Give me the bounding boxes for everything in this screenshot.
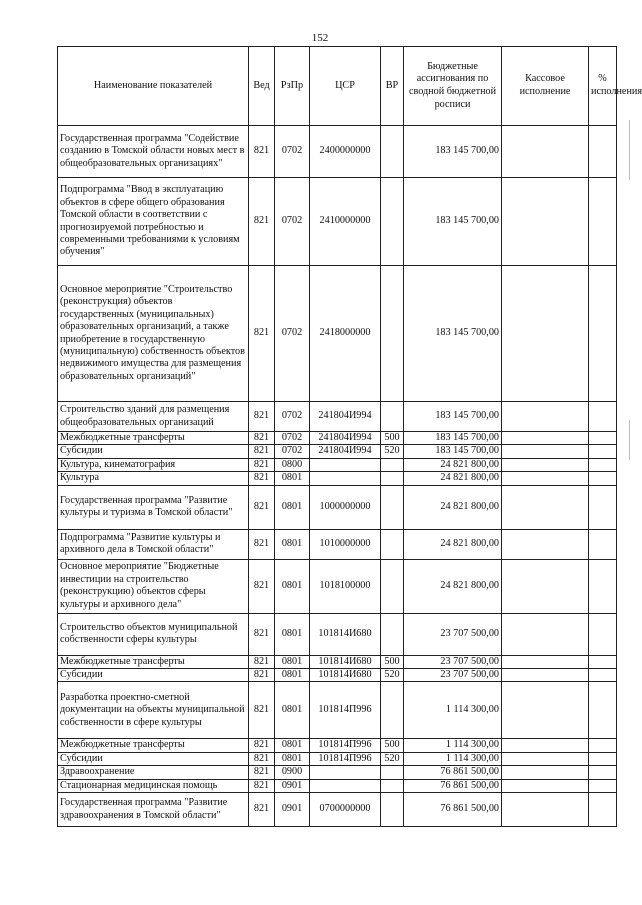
row-rzpr: 0702 [275,126,310,178]
row-csr [310,472,381,485]
row-csr [310,766,381,779]
row-amount: 183 145 700,00 [404,432,502,445]
row-cash [502,766,589,779]
row-ved: 821 [249,266,275,402]
row-amount: 1 114 300,00 [404,739,502,752]
row-percent [589,559,617,613]
table-row [58,739,617,752]
row-csr: 241804И994 [310,445,381,458]
table-row [58,178,617,266]
row-percent [589,669,617,682]
row-cash [502,178,589,266]
row-amount: 76 861 500,00 [404,766,502,779]
row-cash [502,402,589,432]
header-vr: ВР [381,47,404,126]
row-name: Культура, кинематография [58,458,249,471]
row-percent [589,445,617,458]
row-percent [589,779,617,792]
row-percent [589,752,617,765]
row-cash [502,613,589,655]
header-allocations: Бюджетные ассигнования по сводной бюджетной росписи [404,47,502,126]
row-name: Субсидии [58,669,249,682]
row-ved: 821 [249,458,275,471]
row-amount: 76 861 500,00 [404,779,502,792]
row-ved: 821 [249,485,275,529]
row-rzpr: 0801 [275,682,310,739]
table-row [58,485,617,529]
row-rzpr: 0702 [275,445,310,458]
row-cash [502,669,589,682]
table-row [58,655,617,668]
row-csr: 2410000000 [310,178,381,266]
row-amount: 24 821 800,00 [404,559,502,613]
row-amount: 24 821 800,00 [404,529,502,559]
row-name: Подпрограмма "Ввод в эксплуатацию объектов в сфере общего образования Томской области в соответствии с прогнозируемой потребностью и современными требованиями к условиям обучения" [58,178,249,266]
row-rzpr: 0801 [275,559,310,613]
row-rzpr: 0702 [275,266,310,402]
row-cash [502,655,589,668]
row-csr: 2400000000 [310,126,381,178]
row-vr [381,793,404,827]
row-name: Основное мероприятие "Бюджетные инвестиции на строительство (реконструкцию) объектов сферы культуры и архивного дела" [58,559,249,613]
row-vr: 500 [381,655,404,668]
row-rzpr: 0801 [275,655,310,668]
header-cash: Кассовое исполнение [502,47,589,126]
row-csr: 101814П996 [310,752,381,765]
row-cash [502,752,589,765]
row-vr: 520 [381,752,404,765]
row-ved: 821 [249,178,275,266]
row-name: Строительство объектов муниципальной собственности сферы культуры [58,613,249,655]
row-ved: 821 [249,529,275,559]
row-rzpr: 0800 [275,458,310,471]
row-percent [589,766,617,779]
row-name: Культура [58,472,249,485]
row-csr: 2418000000 [310,266,381,402]
table-row [58,682,617,739]
row-name: Межбюджетные трансферты [58,432,249,445]
row-vr [381,559,404,613]
row-amount: 1 114 300,00 [404,752,502,765]
row-name: Подпрограмма "Развитие культуры и архивного дела в Томской области" [58,529,249,559]
row-ved: 821 [249,682,275,739]
table-row [58,458,617,471]
header-name: Наименование показателей [58,47,249,126]
row-rzpr: 0702 [275,432,310,445]
row-name: Государственная программа "Развитие здравоохранения в Томской области" [58,793,249,827]
row-ved: 821 [249,126,275,178]
row-amount: 24 821 800,00 [404,458,502,471]
row-name: Межбюджетные трансферты [58,655,249,668]
row-name: Здравоохранение [58,766,249,779]
row-vr [381,402,404,432]
row-amount: 76 861 500,00 [404,793,502,827]
row-cash [502,793,589,827]
row-amount: 1 114 300,00 [404,682,502,739]
row-name: Строительство зданий для размещения общеобразовательных организаций [58,402,249,432]
row-vr [381,266,404,402]
row-rzpr: 0801 [275,752,310,765]
table-header-row [58,47,617,126]
row-csr: 1000000000 [310,485,381,529]
row-rzpr: 0900 [275,766,310,779]
row-cash [502,458,589,471]
row-csr: 241804И994 [310,402,381,432]
row-percent [589,402,617,432]
row-percent [589,266,617,402]
row-name: Разработка проектно-сметной документации на объекты муниципальной собственности в сфере культуры [58,682,249,739]
row-percent [589,529,617,559]
row-cash [502,472,589,485]
row-cash [502,266,589,402]
row-amount: 183 145 700,00 [404,445,502,458]
row-amount: 23 707 500,00 [404,613,502,655]
row-csr: 241804И994 [310,432,381,445]
row-vr [381,779,404,792]
row-percent [589,682,617,739]
row-amount: 183 145 700,00 [404,402,502,432]
table-row [58,266,617,402]
row-rzpr: 0901 [275,779,310,792]
row-ved: 821 [249,779,275,792]
row-rzpr: 0702 [275,402,310,432]
row-vr [381,472,404,485]
row-rzpr: 0801 [275,669,310,682]
budget-table [57,46,642,827]
row-ved: 821 [249,766,275,779]
row-amount: 23 707 500,00 [404,669,502,682]
row-vr [381,126,404,178]
row-vr: 500 [381,739,404,752]
table-row [58,472,617,485]
row-name: Субсидии [58,445,249,458]
row-rzpr: 0702 [275,178,310,266]
row-name: Государственная программа "Развитие культуры и туризма в Томской области" [58,485,249,529]
row-percent [589,458,617,471]
row-ved: 821 [249,739,275,752]
row-ved: 821 [249,402,275,432]
row-rzpr: 0801 [275,472,310,485]
row-ved: 821 [249,432,275,445]
row-csr [310,458,381,471]
row-csr: 101814И680 [310,613,381,655]
table-row [58,126,617,178]
row-csr: 0700000000 [310,793,381,827]
row-cash [502,682,589,739]
row-vr [381,682,404,739]
row-cash [502,485,589,529]
table-row [58,779,617,792]
row-percent [589,793,617,827]
row-csr: 1010000000 [310,529,381,559]
row-name: Стационарная медицинская помощь [58,779,249,792]
row-ved: 821 [249,445,275,458]
row-vr [381,178,404,266]
row-ved: 821 [249,472,275,485]
table-row [58,559,617,613]
row-rzpr: 0901 [275,793,310,827]
row-csr: 101814И680 [310,655,381,668]
table-row [58,793,617,827]
row-ved: 821 [249,793,275,827]
scan-edge-mark [629,420,630,460]
row-vr: 520 [381,669,404,682]
table-row [58,402,617,432]
row-percent [589,613,617,655]
table-row [58,766,617,779]
row-rzpr: 0801 [275,739,310,752]
row-percent [589,178,617,266]
row-ved: 821 [249,559,275,613]
page-number: 152 [311,32,329,44]
row-rzpr: 0801 [275,613,310,655]
row-cash [502,779,589,792]
scan-edge-mark [629,120,630,180]
table-row [58,752,617,765]
header-ved: Вед [249,47,275,126]
row-vr [381,485,404,529]
row-percent [589,126,617,178]
row-vr [381,766,404,779]
row-amount: 183 145 700,00 [404,178,502,266]
header-csr: ЦСР [310,47,381,126]
row-amount: 24 821 800,00 [404,485,502,529]
row-vr [381,529,404,559]
row-amount: 23 707 500,00 [404,655,502,668]
row-name: Межбюджетные трансферты [58,739,249,752]
row-cash [502,529,589,559]
row-ved: 821 [249,752,275,765]
row-percent [589,472,617,485]
row-vr [381,458,404,471]
table-row [58,669,617,682]
row-ved: 821 [249,655,275,668]
table-row [58,445,617,458]
row-cash [502,445,589,458]
row-name: Субсидии [58,752,249,765]
row-ved: 821 [249,613,275,655]
row-csr: 1018100000 [310,559,381,613]
row-percent [589,432,617,445]
row-csr: 101814И680 [310,669,381,682]
row-percent [589,485,617,529]
row-amount: 24 821 800,00 [404,472,502,485]
row-csr: 101814П996 [310,682,381,739]
row-vr: 500 [381,432,404,445]
row-cash [502,432,589,445]
row-percent [589,655,617,668]
row-cash [502,559,589,613]
header-percent: % исполнения [589,47,617,126]
row-cash [502,739,589,752]
row-csr: 101814П996 [310,739,381,752]
row-amount: 183 145 700,00 [404,126,502,178]
header-rzpr: РзПр [275,47,310,126]
row-csr [310,779,381,792]
row-amount: 183 145 700,00 [404,266,502,402]
row-percent [589,739,617,752]
table-row [58,613,617,655]
row-vr [381,613,404,655]
table-row [58,432,617,445]
row-name: Государственная программа "Содействие созданию в Томской области новых мест в общеобразовательных организациях" [58,126,249,178]
table-row [58,529,617,559]
row-vr: 520 [381,445,404,458]
row-rzpr: 0801 [275,485,310,529]
row-name: Основное мероприятие "Строительство (реконструкция) объектов государственных (муниципальных) образовательных организаций, а также приобретение в государственную (муниципальную) собственность объектов недвижимого имущества для размещения образовательных организаций" [58,266,249,402]
row-rzpr: 0801 [275,529,310,559]
row-ved: 821 [249,669,275,682]
row-cash [502,126,589,178]
